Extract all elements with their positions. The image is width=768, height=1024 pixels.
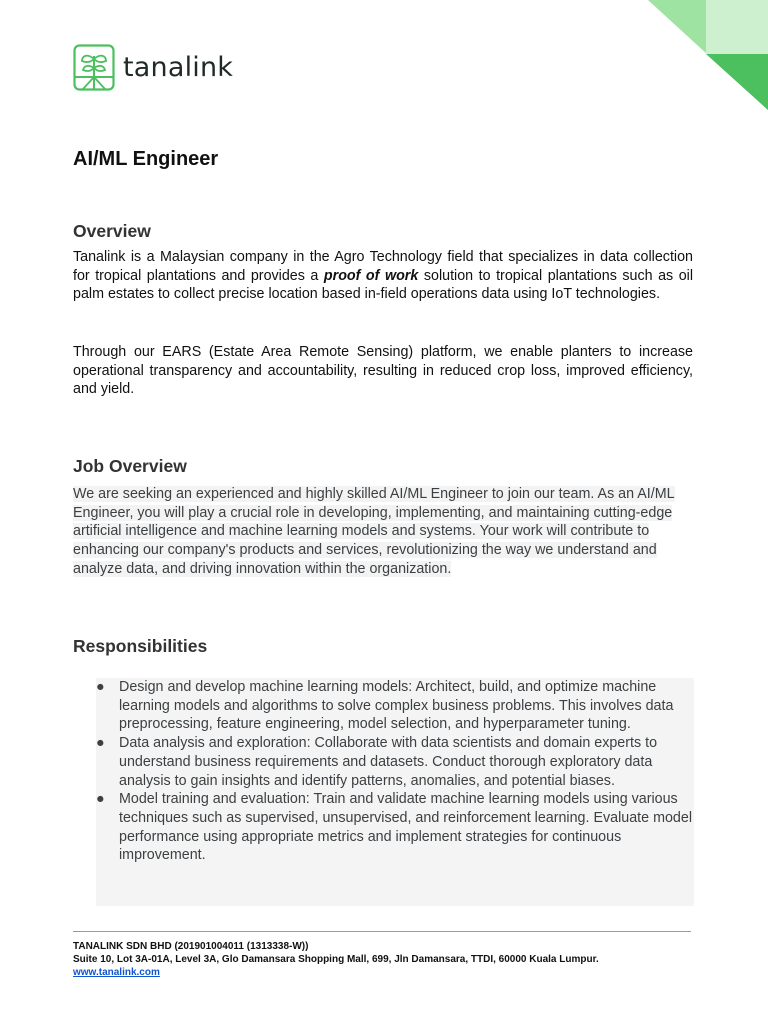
footer — [73, 940, 599, 979]
sprout-logo-icon — [73, 44, 115, 91]
tanalink-logo[interactable] — [73, 44, 233, 91]
bullet-icon: ● — [96, 679, 105, 695]
list-item — [96, 678, 694, 734]
overview-heading: Overview — [73, 221, 151, 241]
responsibilities-list — [96, 678, 694, 906]
overview-paragraph-2: Through our EARS (Estate Area Remote Sensing) platform, we enable planters to increase operational transparency and accountability, resulting in reduced crop loss, improved efficiency, and yield. — [73, 344, 693, 398]
job-overview-text: We are seeking an experienced and highly skilled AI/ML Engineer to join our team. As an AI/ML Engineer, you will play a crucial role in developing, implementing, and maintaining cutting-edge artificial intelligence and machine learning models and systems. Your work will contribute to enhancing our company's products and services, revolutionizing the way we understand and analyze data, and driving innovation within the organization. — [73, 486, 675, 577]
footer-divider — [73, 931, 691, 932]
list-item — [96, 790, 694, 865]
bullet-icon: ● — [96, 791, 105, 808]
list-item — [96, 734, 694, 790]
list-item-text: Data analysis and exploration: Collaborate with data scientists and domain experts to understand business requirements and datasets. Conduct thorough exploratory data analysis to gain insights and identify patterns, anomalies, and potential biases. — [119, 735, 658, 789]
bullet-icon: ● — [96, 735, 105, 752]
job-overview-paragraph — [73, 485, 693, 579]
website-link[interactable]: www.tanalink.com — [73, 967, 160, 978]
overview-paragraph-1 — [73, 248, 693, 304]
list-item-text: Model training and evaluation: Train and validate machine learning models using various techniques such as supervised, unsupervised, and reinforcement learning. Evaluate model performance using appropriate metrics and implement strategies for continuous improvement. — [119, 791, 693, 864]
proof-of-work-emphasis: proof of work — [323, 267, 419, 284]
list-item-text: Design and develop machine learning models: Architect, build, and optimize machine learning models and algorithms to solve complex business problems. This involves data preprocessing, feature engineering, model selection, and hyperparameter tuning. — [119, 679, 674, 733]
overview-text-start: Tanalink is a Malaysian company in the Agro Technology field that specializes in data collection for tropical plantations and provides a — [73, 249, 693, 284]
logo-wordmark: tanalink — [123, 52, 234, 83]
job-overview-heading: Job Overview — [73, 456, 187, 476]
responsibilities-heading: Responsibilities — [73, 636, 208, 656]
footer-address: Suite 10, Lot 3A-01A, Level 3A, Glo Damansara Shopping Mall, 699, Jln Damansara, TTDI, 60000 Kuala Lumpur. — [73, 954, 599, 965]
overview-text-end: solution to tropical plantations such as oil palm estates to collect precise location based in-field operations data using IoT technologies. — [73, 267, 693, 303]
page-title: AI/ML Engineer — [73, 148, 219, 170]
footer-company: TANALINK SDN BHD (201901004011 (1313338-W)) — [73, 941, 309, 952]
corner-decoration — [648, 0, 768, 110]
